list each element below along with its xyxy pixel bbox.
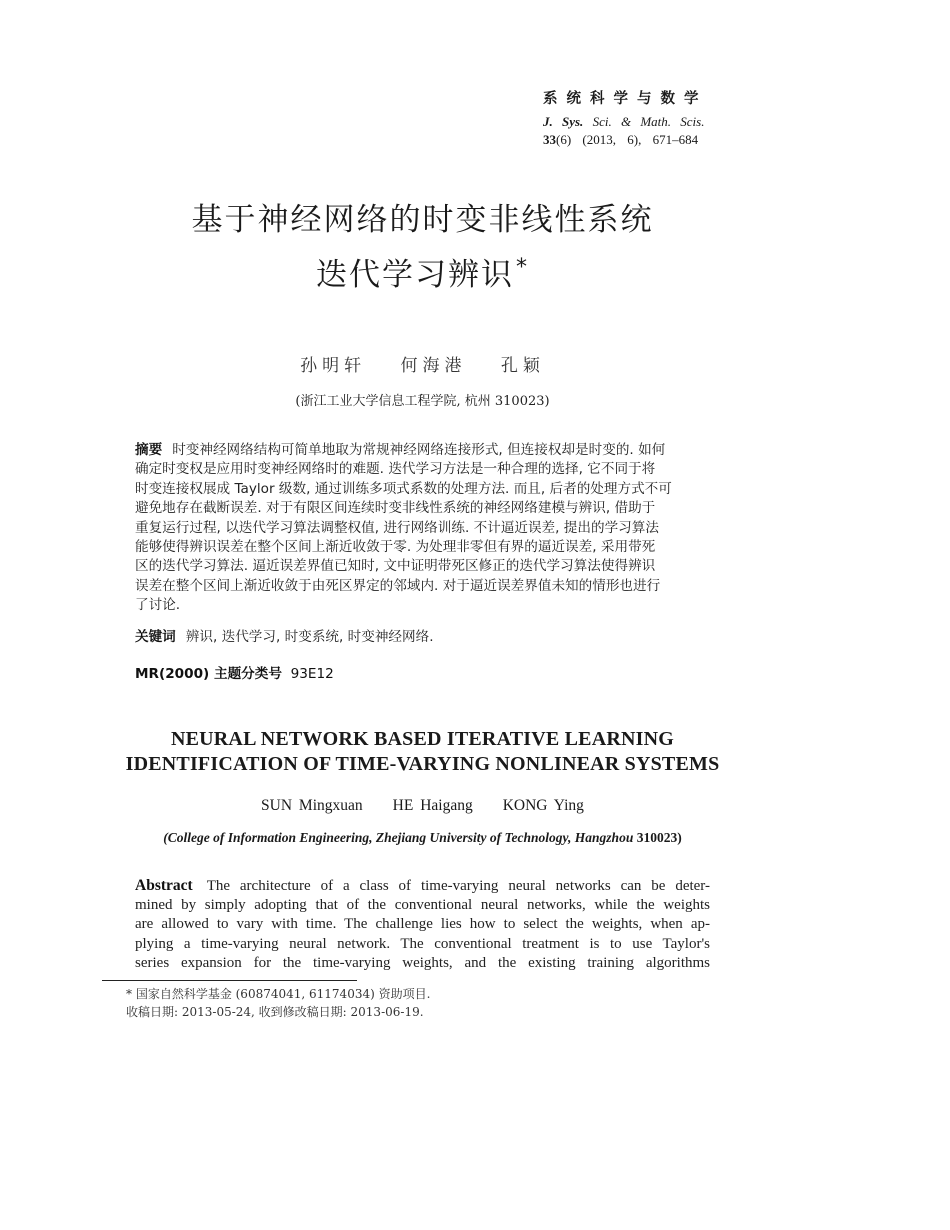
msc-label: MR(2000) 主题分类号 (135, 666, 282, 682)
abstract-cn (135, 441, 710, 616)
authors-cn (0, 354, 845, 378)
abstract-en-text: The architecture of a class of time-varying neural networks can be deter- (206, 878, 710, 894)
abstract-cn-line: 区的迭代学习算法. 逼近误差界值已知时, 文中证明带死区修正的迭代学习算法使得辨识 (135, 558, 656, 575)
abstract-cn-line (135, 441, 710, 460)
journal-abbr-sys: Sys. (562, 114, 584, 129)
journal-name-en (543, 113, 753, 131)
abstract-en-line: plying a time-varying neural network. The conventional treatment is to use Taylor's (135, 935, 710, 952)
author-en: HE Haigang (392, 797, 473, 814)
footnote-dates: 收稿日期: 2013-05-24, 收到修改稿日期: 2013-06-19. (126, 1005, 424, 1019)
abstract-en-label: Abstract (135, 877, 193, 894)
title-footnote-mark[interactable]: * (516, 254, 529, 280)
title-en-line1: NEURAL NETWORK BASED ITERATIVE LEARNING (170, 728, 675, 750)
journal-abbr-j: J. (543, 114, 553, 129)
journal-issue: (6) (556, 132, 572, 147)
journal-abbr-sci: Sci. (592, 114, 612, 129)
author-cn: 孙明轩 (300, 356, 367, 376)
abstract-cn-line: 时变连接权展成 Taylor 级数, 通过训练多项式系数的处理方法. 而且, 后者的处理方式不可 (135, 480, 672, 497)
author-cn: 孔颖 (500, 356, 545, 376)
abstract-en (135, 876, 710, 974)
footnote-rule (102, 980, 357, 981)
authors-en (0, 796, 845, 816)
journal-date: (2013, 6), (582, 132, 642, 147)
footnote-funding: * 国家自然科学基金 (60874041, 61174034) 资助项目. (126, 987, 431, 1001)
journal-abbr-math: Math. (640, 114, 672, 129)
msc-code: 93E12 (290, 666, 334, 682)
affiliation-en-text: (College of Information Engineering, Zhejiang University of Technology, Hangzhou (163, 830, 634, 845)
abstract-cn-text: 时变神经网络结构可简单地取为常规神经网络连接形式, 但连接权却是时变的. 如何 (172, 442, 666, 458)
journal-pages: 671–684 (652, 132, 699, 147)
title-en-line2: IDENTIFICATION OF TIME-VARYING NONLINEAR SYSTEMS (125, 753, 720, 775)
abstract-cn-line: 避免地存在截断误差. 对于有限区间连续时变非线性系统的神经网络建模与辨识, 借助于 (135, 500, 656, 517)
keywords-text: 辨识, 迭代学习, 时变系统, 时变神经网络. (185, 629, 434, 645)
author-cn: 何海港 (400, 356, 467, 376)
journal-abbr-scis: Scis. (680, 114, 705, 129)
title-cn-line2 (0, 255, 845, 295)
journal-volume-info (543, 131, 753, 149)
abstract-en-line (135, 876, 710, 896)
title-cn-line2-text: 迭代学习辨识 (316, 257, 514, 293)
abstract-cn-line: 重复运行过程, 以迭代学习算法调整权值, 进行网络训练. 不计逼近误差, 提出的学习算法 (135, 519, 659, 536)
abstract-cn-label: 摘要 (135, 442, 163, 458)
affiliation-cn: (浙江工业大学信息工程学院, 杭州 310023) (295, 394, 550, 409)
affiliation-en-postcode: 310023) (636, 830, 682, 845)
abstract-cn-line: 误差在整个区间上渐近收敛于由死区界定的邻域内. 对于逼近误差界值未知的情形也进行 (135, 577, 661, 594)
abstract-en-line: mined by simply adopting that of the conventional neural networks, while the weights (135, 896, 710, 913)
msc-classification (135, 664, 334, 684)
author-en: SUN Mingxuan (261, 797, 363, 814)
affiliation-en (0, 829, 845, 847)
journal-abbr-amp: & (620, 114, 632, 129)
abstract-en-line: are allowed to vary with time. The challenge lies how to select the weights, when ap- (135, 916, 710, 933)
journal-volume: 33 (543, 132, 556, 147)
abstract-cn-line: 了讨论. (135, 597, 181, 614)
title-cn-line1: 基于神经网络的时变非线性系统 (191, 202, 654, 238)
keywords-cn (135, 627, 710, 647)
author-en: KONG Ying (502, 797, 584, 814)
journal-header (543, 89, 753, 149)
keywords-label: 关键词 (135, 629, 176, 645)
journal-name-cn: 系统科学与数学 (543, 91, 708, 107)
abstract-en-line: series expansion for the time-varying weights, and the existing training algorithms (135, 955, 710, 972)
abstract-cn-line: 确定时变权是应用时变神经网络时的难题. 迭代学习方法是一种合理的选择, 它不同于将 (135, 461, 656, 478)
abstract-cn-line: 能够使得辨识误差在整个区间上渐近收敛于零. 为处理非零但有界的逼近误差, 采用带死 (135, 538, 656, 555)
